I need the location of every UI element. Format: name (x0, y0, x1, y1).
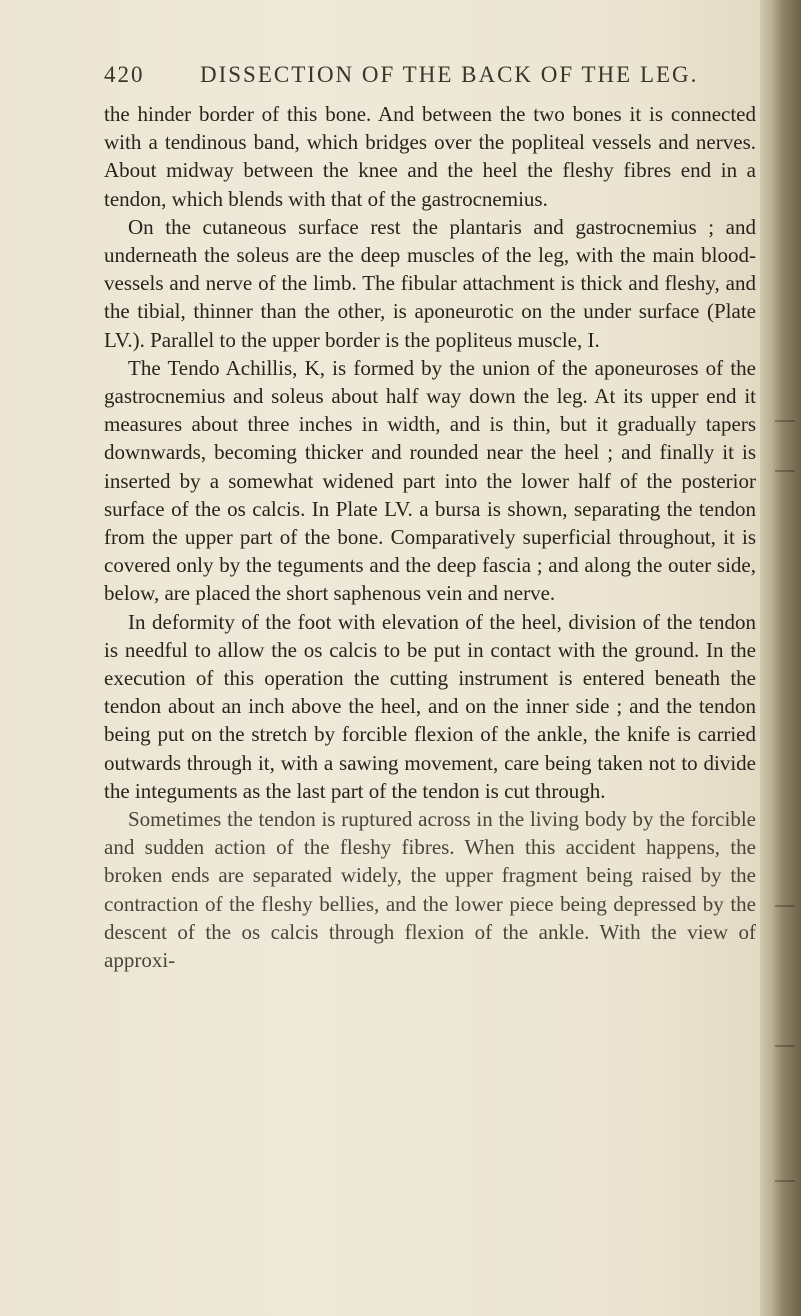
paragraph-5: Sometimes the tendon is ruptured across in the living body by the forcible and sudden action of the fleshy fibres. When this accident happens, the broken ends are separated widely, the upper fragment being raised by the contraction of the fleshy bellies, and the lower piece being depressed by the descent of the os calcis through flexion of the ankle. With the view of approxi- (104, 807, 756, 973)
book-gutter-edge (760, 0, 801, 1316)
body-text (104, 100, 756, 974)
gutter-mark (775, 1045, 795, 1047)
running-head: DISSECTION OF THE BACK OF THE LEG. (200, 62, 699, 87)
gutter-mark (775, 905, 795, 907)
gutter-mark (775, 470, 795, 472)
gutter-mark (775, 420, 795, 422)
paragraph-3: The Tendo Achillis, K, is formed by the union of the aponeuroses of the gastrocnemius and soleus about half way down the leg. At its upper end it measures about three inches in width, and is thin, but it gradually tapers downwards, becoming thicker and rounded near the heel ; and finally it is inserted by a somewhat widened part into the lower half of the posterior surface of the os calcis. In Plate LV. a bursa is shown, separating the tendon from the upper part of the bone. Comparatively superficial throughout, it is covered only by the teguments and the deep fascia ; and along the outer side, below, are placed the short saphenous vein and nerve. (104, 355, 756, 606)
page-header (104, 62, 754, 96)
paragraph-2: On the cutaneous surface rest the plantaris and gastrocnemius ; and underneath the soleus are the deep muscles of the leg, with the main blood-vessels and nerve of the limb. The fibular attachment is thick and fleshy, and the tibial, thinner than the other, is aponeurotic on the under surface (Plate LV.). Parallel to the upper border is the popliteus muscle, I. (104, 214, 756, 352)
gutter-mark (775, 1180, 795, 1182)
paragraph-1: the hinder border of this bone. And between the two bones it is connected with a tendinous band, which bridges over the popliteal vessels and nerves. About midway between the knee and the heel the fleshy fibres end in a tendon, which blends with that of the gastrocnemius. (104, 102, 756, 211)
page-number: 420 (104, 62, 145, 87)
paragraph-4: In deformity of the foot with elevation of the heel, division of the tendon is needful to allow the os calcis to be put in contact with the ground. In the execution of this operation the cutting instrument is entered beneath the tendon about an inch above the heel, and on the inner side ; and the tendon being put on the stretch by forcible flexion of the ankle, the knife is carried outwards through it, with a sawing movement, care being taken not to divide the integuments as the last part of the tendon is cut through. (104, 609, 756, 803)
